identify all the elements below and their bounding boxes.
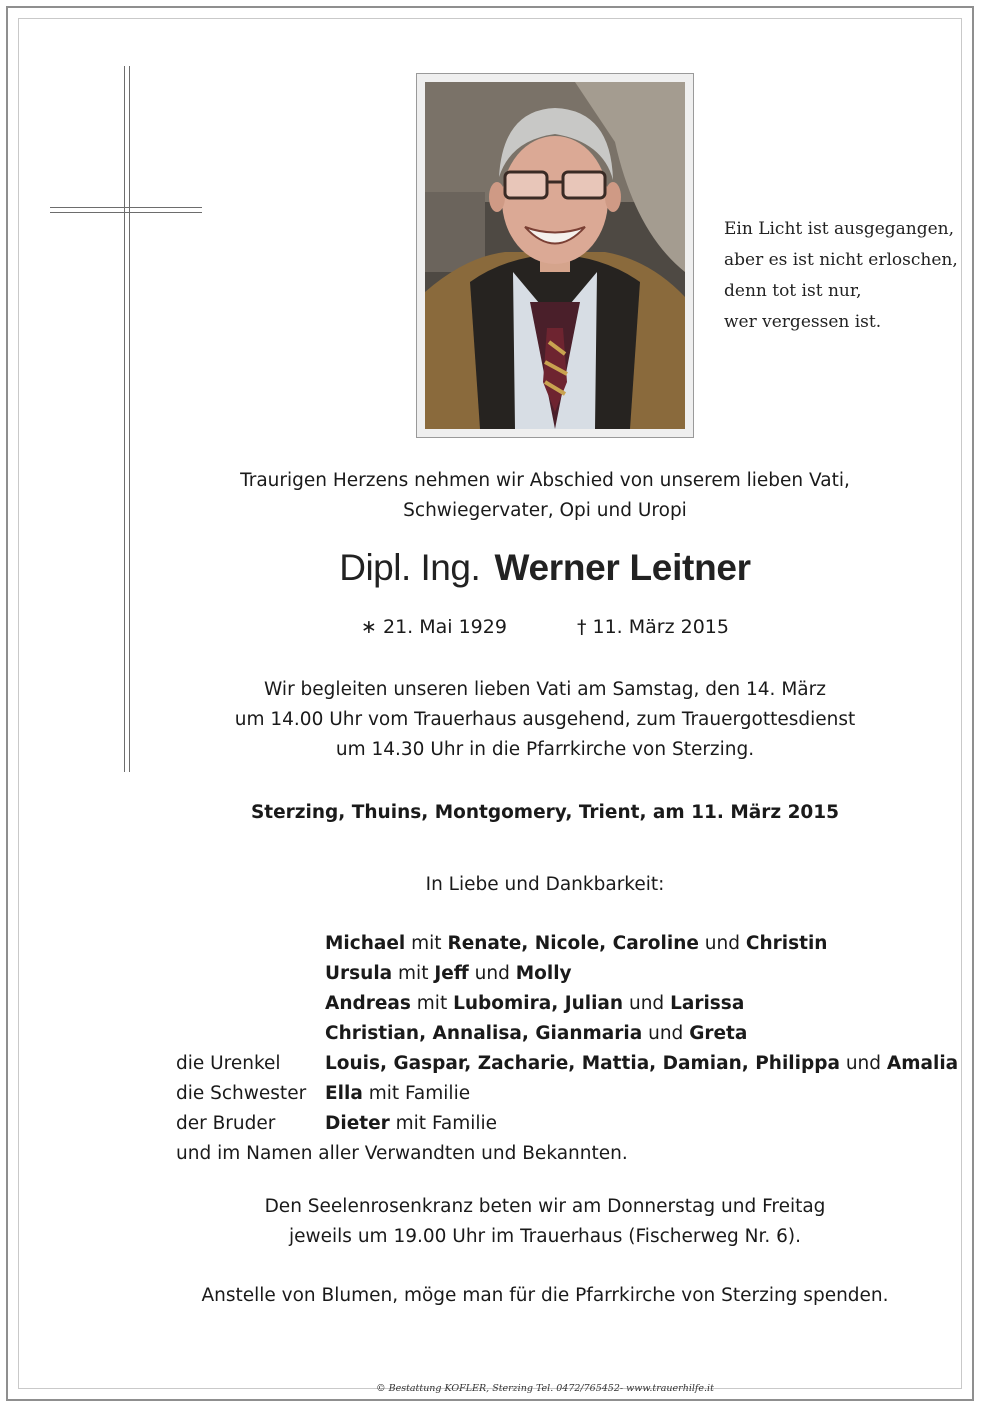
mourner-row: [176, 1049, 966, 1079]
mourner-row: [176, 959, 966, 989]
mourner-name: Molly: [515, 963, 572, 984]
funeral-line: um 14.00 Uhr vom Trauerhaus ausgehend, zum Trauergottesdienst: [234, 709, 856, 730]
donation-note: Anstelle von Blumen, möge man für die Pfarrkirche von Sterzing spenden.: [201, 1285, 889, 1306]
rosary-line: jeweils um 19.00 Uhr im Trauerhaus (Fischerweg Nr. 6).: [288, 1226, 801, 1247]
intro-line: Schwiegervater, Opi und Uropi: [403, 500, 687, 521]
funeral-line: um 14.30 Uhr in die Pfarrkirche von Sterzing.: [335, 739, 755, 760]
portrait-photo: [425, 82, 685, 429]
gratitude-line: In Liebe und Dankbarkeit:: [425, 874, 665, 895]
death-date: † 11. März 2015: [576, 616, 729, 638]
life-dates: [150, 612, 940, 642]
connector-text: und: [839, 1053, 887, 1074]
connector-text: mit: [405, 933, 448, 954]
mourner-name: Larissa: [670, 993, 745, 1014]
poem-line: wer vergessen ist.: [724, 312, 882, 332]
connector-text: und: [698, 933, 746, 954]
mourner-name: Jeff: [434, 963, 469, 984]
person-name: Werner Leitner: [494, 547, 751, 588]
place-and-date: Sterzing, Thuins, Montgomery, Trient, am 11. März 2015: [250, 802, 840, 823]
poem-line: denn tot ist nur,: [724, 281, 862, 301]
connector-text: und: [642, 1023, 690, 1044]
funeral-line: Wir begleiten unseren lieben Vati am Samstag, den 14. März: [264, 679, 826, 700]
mourners-list: [176, 929, 966, 1169]
mourner-name: Renate, Nicole, Caroline: [447, 933, 699, 954]
mourner-name: Ella: [325, 1083, 363, 1104]
funeral-home-footer: © Bestattung KOFLER, Sterzing Tel. 0472/765452- www.trauerhilfe.it: [376, 1383, 714, 1394]
deceased-name: [150, 541, 940, 595]
intro-line: Traurigen Herzens nehmen wir Abschied von unserem lieben Vati,: [240, 470, 850, 491]
relation-label: der Bruder: [176, 1113, 276, 1134]
rosary-info: [150, 1192, 940, 1252]
poem: [724, 214, 964, 338]
mourner-row: [176, 1079, 966, 1109]
cross-icon: [50, 66, 202, 776]
mourner-row: [176, 929, 966, 959]
connector-text: mit Familie: [389, 1113, 498, 1134]
poem-line: Ein Licht ist ausgegangen,: [724, 219, 955, 239]
connector-text: und: [623, 993, 671, 1014]
academic-title: Dipl. Ing.: [339, 547, 481, 588]
portrait-frame: [416, 73, 694, 438]
cross-vertical-line: [129, 66, 130, 772]
poem-line: aber es ist nicht erloschen,: [724, 250, 958, 270]
closing-mourners-line: und im Namen aller Verwandten und Bekannten.: [176, 1143, 628, 1164]
birth-date: ∗ 21. Mai 1929: [361, 616, 507, 638]
mourner-name: Greta: [689, 1023, 748, 1044]
cross-horizontal-line: [50, 212, 202, 213]
mourner-name: Amalia: [886, 1053, 959, 1074]
mourner-name: Lubomira, Julian: [453, 993, 624, 1014]
cross-horizontal-line: [50, 207, 202, 208]
portrait-image: [425, 82, 685, 429]
connector-text: mit Familie: [362, 1083, 471, 1104]
mourner-name: Andreas: [325, 993, 411, 1014]
mourner-name: Ursula: [325, 963, 393, 984]
mourner-row: [176, 1019, 966, 1049]
relation-label: die Urenkel: [176, 1053, 281, 1074]
mourner-name: Dieter: [325, 1113, 390, 1134]
mourner-name: Christian, Annalisa, Gianmaria: [325, 1023, 643, 1044]
intro-text: [150, 466, 940, 526]
mourner-name: Louis, Gaspar, Zacharie, Mattia, Damian, Philippa: [325, 1053, 840, 1074]
mourner-row: [176, 989, 966, 1019]
mourner-name: Michael: [325, 933, 406, 954]
relation-label: die Schwester: [176, 1083, 307, 1104]
connector-text: mit: [392, 963, 435, 984]
connector-text: und: [468, 963, 516, 984]
funeral-info: [150, 675, 940, 765]
cross-vertical-line: [124, 66, 125, 772]
connector-text: mit: [410, 993, 454, 1014]
mourner-name: Christin: [745, 933, 828, 954]
rosary-line: Den Seelenrosenkranz beten wir am Donnerstag und Freitag: [264, 1196, 826, 1217]
mourner-row: [176, 1109, 966, 1139]
